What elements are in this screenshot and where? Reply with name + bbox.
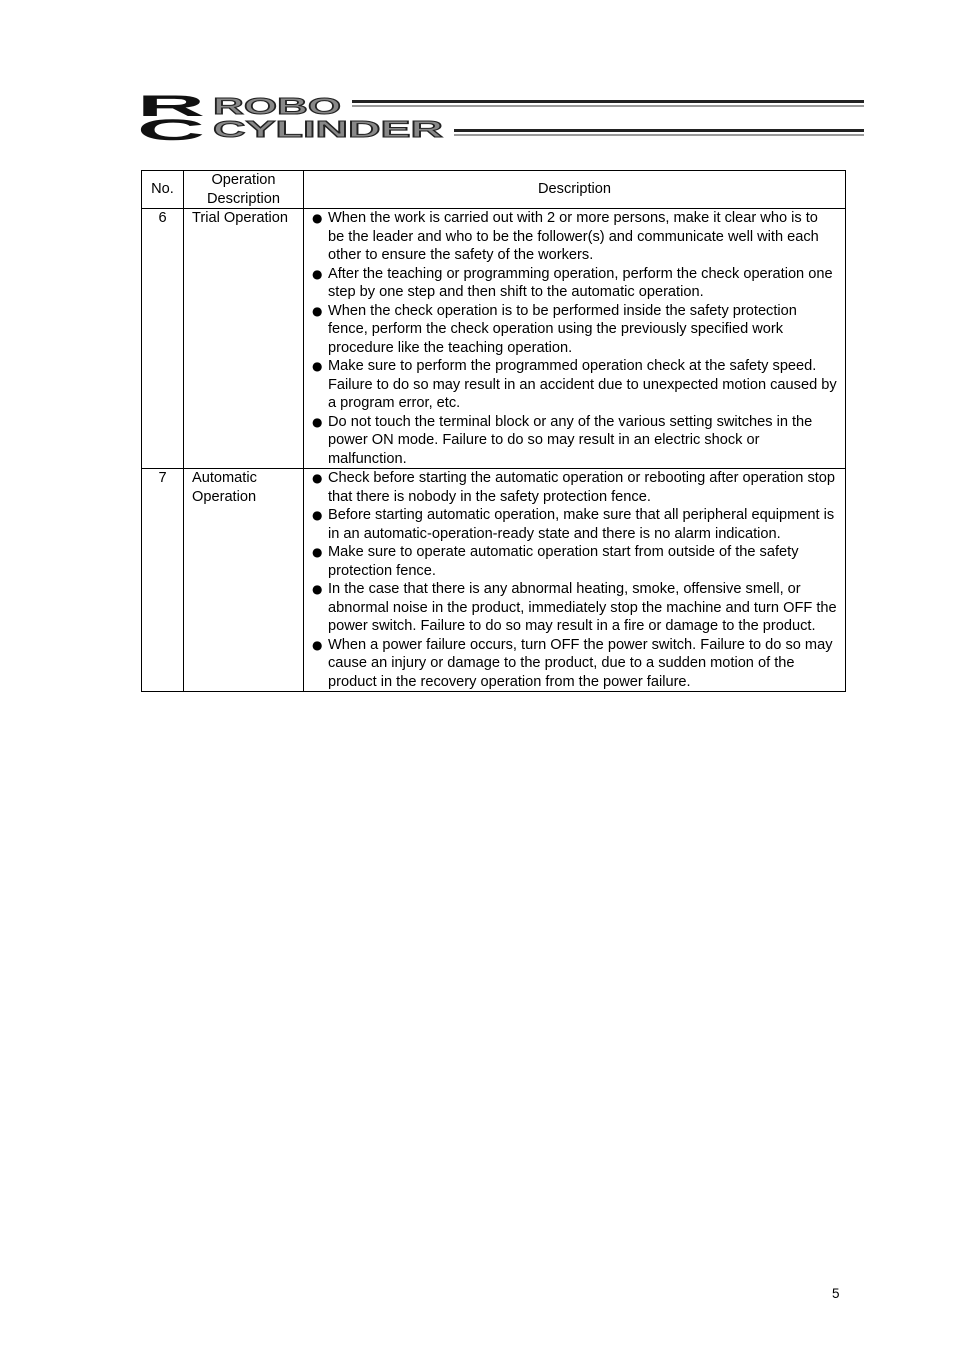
table-row: [142, 469, 846, 692]
svg-text:ROBO: ROBO: [213, 93, 341, 119]
list-item: ● Make sure to perform the programmed operation check at the safety speed. Failure to do so may result in an accident due to unexpected motion caused by a program error, etc.: [312, 357, 837, 413]
operation-name: Trial Operation: [184, 209, 304, 469]
svg-text:C: C: [137, 114, 205, 142]
svg-text:CYLINDER: CYLINDER: [213, 116, 444, 142]
column-header-operation: Operation Description: [184, 171, 304, 209]
row-number: 6: [142, 209, 184, 469]
table-row: [142, 209, 846, 469]
svg-text:R: R: [137, 92, 207, 123]
table-header-row: [142, 171, 846, 209]
list-item: ● After the teaching or programming operation, perform the check operation one step by one step and then shift to the automatic operation.: [312, 265, 837, 302]
description-list: [312, 209, 837, 468]
list-item: ● Before starting automatic operation, make sure that all peripheral equipment is in an automatic-operation-ready state and there is no alarm indication.: [312, 506, 837, 543]
list-item: ● In the case that there is any abnormal heating, smoke, offensive smell, or abnormal noise in the product, immediately stop the machine and turn OFF the power switch. Failure to do so may result in a fire or damage to the product.: [312, 580, 837, 636]
row-number: 7: [142, 469, 184, 692]
column-header-no: No.: [142, 171, 184, 209]
description-cell: [304, 209, 846, 469]
operations-table: [141, 170, 846, 692]
page-header: [137, 92, 864, 142]
list-item: ● Do not touch the terminal block or any of the various setting switches in the power ON mode. Failure to do so may result in an electric shock or malfunction.: [312, 413, 837, 469]
list-item: ● When a power failure occurs, turn OFF the power switch. Failure to do so may cause an injury or damage to the product, due to a sudden motion of the product in the recovery operation from the power failure.: [312, 636, 837, 692]
list-item: ● Check before starting the automatic operation or rebooting after operation stop that there is nobody in the safety protection fence.: [312, 469, 837, 506]
description-cell: [304, 469, 846, 692]
description-list: [312, 469, 837, 691]
list-item: ● When the work is carried out with 2 or more persons, make it clear who is to be the leader and who to be the follower(s) and communicate well with each other to ensure the safety of the workers.: [312, 209, 837, 265]
list-item: ● When the check operation is to be performed inside the safety protection fence, perform the check operation using the previously specified work procedure like the teaching operation.: [312, 302, 837, 358]
page-number: 5: [832, 1286, 840, 1301]
operation-name: Automatic Operation: [184, 469, 304, 692]
list-item: ● Make sure to operate automatic operation start from outside of the safety protection fence.: [312, 543, 837, 580]
robo-cylinder-logo: [137, 92, 864, 142]
column-header-description: Description: [304, 171, 846, 209]
